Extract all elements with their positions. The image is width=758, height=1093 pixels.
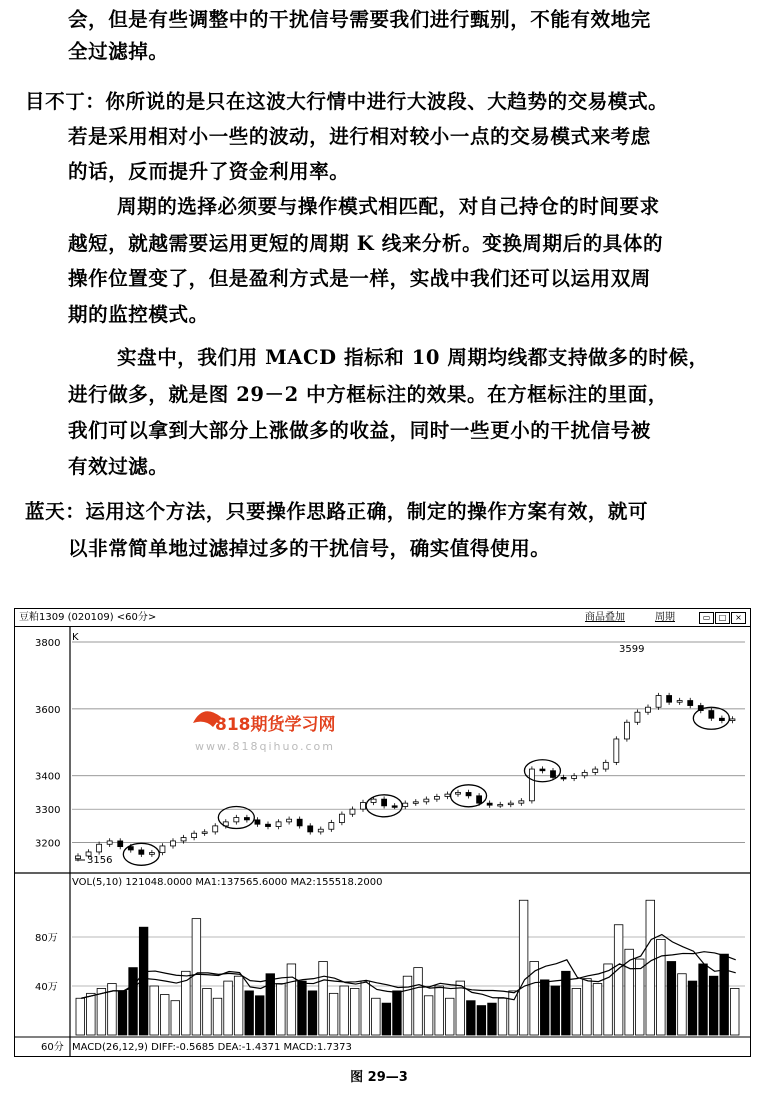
watermark-text: 818期货学习网 bbox=[215, 715, 336, 735]
chart-title: 豆粕1309 (020109) <60分> bbox=[19, 612, 157, 623]
volume-bar bbox=[361, 981, 370, 1035]
candle-body bbox=[403, 803, 408, 806]
candle-body bbox=[614, 739, 619, 762]
candle-body bbox=[202, 832, 207, 834]
candle-body bbox=[118, 841, 123, 847]
candle-body bbox=[171, 841, 176, 846]
candle-body bbox=[297, 819, 302, 826]
candle-body bbox=[730, 719, 735, 721]
y-tick-label: 3600 bbox=[35, 704, 61, 716]
volume-bar bbox=[372, 998, 381, 1035]
candle-body bbox=[540, 769, 545, 771]
volume-bar bbox=[435, 986, 444, 1035]
text-line-0b: 全过滤掉。 bbox=[68, 40, 169, 63]
volume-bar bbox=[657, 939, 666, 1035]
volume-bar bbox=[308, 991, 317, 1035]
chart-titlebar bbox=[15, 609, 750, 627]
candle-body bbox=[107, 841, 112, 844]
volume-bar bbox=[678, 974, 687, 1035]
volume-bar bbox=[382, 1003, 391, 1035]
candle-body bbox=[498, 804, 503, 806]
candle-body bbox=[551, 771, 556, 778]
text-line-5: 越短，就越需要运用更短的周期 K 线来分析。变换周期后的具体的 bbox=[68, 232, 664, 255]
candle-body bbox=[318, 829, 323, 832]
volume-bar bbox=[224, 981, 233, 1035]
speaker-label: 目不丁： bbox=[25, 90, 106, 113]
candle-body bbox=[266, 824, 271, 826]
volume-bar bbox=[562, 971, 571, 1035]
volume-legend: VOL(5,10) 121048.0000 MA1:137565.6000 MA2:155518.2000 bbox=[72, 877, 383, 888]
text-line-12: 蓝天：运用这个方法，只要操作思路正确，制定的操作方案有效，就可 bbox=[25, 500, 649, 523]
candle-body bbox=[719, 718, 724, 720]
volume-bar bbox=[488, 1003, 497, 1035]
candle-body bbox=[445, 794, 450, 796]
text-line-4: 周期的选择必须要与操作模式相匹配，对自己持仓的时间要求 bbox=[117, 195, 660, 218]
volume-bar bbox=[192, 919, 201, 1035]
candle-body bbox=[603, 762, 608, 769]
kline-label: K bbox=[72, 632, 79, 643]
text-line-8: 实盘中，我们用 MACD 指标和 10 周期均线都支持做多的时候， bbox=[117, 346, 709, 369]
period-label: 60分 bbox=[41, 1042, 64, 1053]
candle-body bbox=[688, 701, 693, 706]
candle-body bbox=[529, 769, 534, 801]
candle-body bbox=[160, 846, 165, 853]
volume-bar bbox=[393, 991, 402, 1035]
candle-body bbox=[424, 799, 429, 802]
volume-bar bbox=[720, 954, 729, 1035]
low-price-label: 3156 bbox=[87, 855, 113, 866]
candle-body bbox=[582, 772, 587, 775]
volume-bar bbox=[171, 1001, 180, 1035]
candle-body bbox=[244, 818, 249, 820]
volume-bar bbox=[519, 900, 528, 1035]
candle-body bbox=[392, 806, 397, 808]
candle-body bbox=[76, 856, 81, 859]
volume-bar bbox=[160, 995, 169, 1035]
volume-bar bbox=[414, 968, 423, 1035]
volume-bar bbox=[509, 991, 518, 1035]
volume-bar bbox=[730, 988, 739, 1035]
volume-bar bbox=[87, 993, 96, 1035]
volume-bar bbox=[572, 988, 581, 1035]
volume-bar bbox=[129, 968, 138, 1035]
volume-bar bbox=[234, 976, 243, 1035]
text-line-7: 期的监控模式。 bbox=[68, 303, 209, 326]
volume-bar bbox=[340, 986, 349, 1035]
volume-bar bbox=[551, 986, 560, 1035]
candle-body bbox=[287, 819, 292, 822]
restore-icon[interactable]: □ bbox=[715, 612, 730, 624]
candle-body bbox=[308, 826, 313, 832]
volume-bar bbox=[403, 976, 412, 1035]
volume-bar bbox=[635, 959, 644, 1035]
kline-chart bbox=[14, 608, 751, 1057]
volume-bar bbox=[646, 900, 655, 1035]
overlay-button[interactable]: 商品叠加 bbox=[585, 612, 625, 623]
volume-bar bbox=[424, 996, 433, 1035]
candle-body bbox=[667, 696, 672, 703]
candle-body bbox=[646, 707, 651, 712]
chart-canvas bbox=[15, 626, 750, 1056]
period-button[interactable]: 周期 bbox=[655, 612, 675, 623]
volume-bar bbox=[540, 980, 549, 1035]
candle-body bbox=[466, 792, 471, 795]
candle-body bbox=[656, 696, 661, 708]
text-line-6: 操作位置变了，但是盈利方式是一样，实战中我们还可以运用双周 bbox=[68, 267, 651, 290]
candle-body bbox=[624, 722, 629, 739]
volume-bar bbox=[329, 993, 338, 1035]
candle-body bbox=[192, 833, 197, 837]
candle-body bbox=[519, 801, 524, 803]
candle-body bbox=[456, 792, 461, 794]
candle-body bbox=[477, 796, 482, 803]
candle-body bbox=[329, 823, 334, 830]
speaker-label: 蓝天： bbox=[25, 500, 86, 523]
text-line-1: 目不丁：你所说的是只在这波大行情中进行大波段、大趋势的交易模式。 bbox=[25, 90, 669, 113]
close-icon[interactable]: × bbox=[731, 612, 746, 624]
volume-bar bbox=[97, 988, 106, 1035]
text-line-3: 的话，反而提升了资金利用率。 bbox=[68, 160, 350, 183]
volume-bar bbox=[76, 998, 85, 1035]
candle-body bbox=[234, 818, 239, 822]
candle-body bbox=[97, 844, 102, 852]
candle-body bbox=[561, 777, 566, 779]
candle-body bbox=[709, 711, 714, 719]
volume-bar bbox=[498, 998, 507, 1035]
y-tick-label: 3800 bbox=[35, 638, 61, 650]
candle-body bbox=[371, 799, 376, 802]
text-line-0: 会，但是有些调整中的干扰信号需要我们进行甄别，不能有效地完 bbox=[68, 8, 651, 31]
volume-bar bbox=[277, 984, 286, 1035]
candle-body bbox=[361, 802, 366, 809]
candle-body bbox=[276, 822, 281, 827]
figure-caption: 图 29—3 bbox=[350, 1070, 408, 1085]
volume-bar bbox=[150, 986, 159, 1035]
volume-bar bbox=[604, 964, 613, 1035]
text-line-13: 以非常简单地过滤掉过多的干扰信号，确实值得使用。 bbox=[68, 537, 551, 560]
candle-body bbox=[508, 803, 513, 805]
volume-bar bbox=[593, 984, 602, 1035]
text-line-11: 有效过滤。 bbox=[68, 455, 169, 478]
macd-legend: MACD(26,12,9) DIFF:-0.5685 DEA:-1.4371 MACD:1.7373 bbox=[72, 1042, 352, 1053]
candle-body bbox=[149, 853, 154, 855]
y-tick-label: 3300 bbox=[35, 805, 61, 817]
candle-body bbox=[139, 850, 144, 854]
candle-body bbox=[255, 820, 260, 824]
text-line-2: 若是采用相对小一些的波动，进行相对较小一点的交易模式来考虑 bbox=[68, 125, 651, 148]
candle-body bbox=[213, 826, 218, 832]
y-tick-label: 3400 bbox=[35, 771, 61, 783]
volume-bar bbox=[583, 979, 592, 1035]
candle-body bbox=[339, 814, 344, 822]
volume-bar bbox=[667, 962, 676, 1036]
candle-body bbox=[635, 712, 640, 722]
volume-bar bbox=[245, 991, 254, 1035]
vol-tick-label: 80万 bbox=[35, 933, 58, 944]
text-line-9: 进行做多，就是图 29－2 中方框标注的效果。在方框标注的里面， bbox=[68, 383, 668, 406]
volume-bar bbox=[319, 962, 328, 1036]
vol-tick-label: 40万 bbox=[35, 982, 58, 993]
volume-bar bbox=[213, 998, 222, 1035]
candle-body bbox=[128, 847, 133, 850]
minimize-icon[interactable]: ▭ bbox=[699, 612, 714, 624]
volume-bar bbox=[255, 996, 264, 1035]
candle-body bbox=[181, 838, 186, 841]
volume-bar bbox=[477, 1006, 486, 1035]
volume-bar bbox=[445, 998, 454, 1035]
volume-bar bbox=[456, 981, 465, 1035]
volume-bar bbox=[699, 964, 708, 1035]
watermark bbox=[193, 711, 336, 753]
volume-bar bbox=[688, 981, 697, 1035]
candle-body bbox=[413, 802, 418, 804]
volume-bar bbox=[350, 988, 359, 1035]
candle-body bbox=[677, 701, 682, 703]
candle-body bbox=[350, 809, 355, 814]
text-line-10: 我们可以拿到大部分上涨做多的收益，同时一些更小的干扰信号被 bbox=[68, 419, 651, 442]
watermark-url: www.818qihuo.com bbox=[195, 740, 335, 753]
candle-body bbox=[382, 799, 387, 806]
volume-bar bbox=[118, 991, 127, 1035]
volume-bar bbox=[266, 974, 275, 1035]
candle-body bbox=[593, 769, 598, 772]
high-price-label: 3599 bbox=[619, 644, 645, 655]
candle-body bbox=[487, 803, 492, 805]
candle-body bbox=[572, 776, 577, 779]
volume-bar bbox=[709, 976, 718, 1035]
volume-bar bbox=[287, 964, 296, 1035]
volume-bar bbox=[298, 981, 307, 1035]
volume-bar bbox=[467, 1001, 476, 1035]
volume-bar bbox=[625, 949, 634, 1035]
volume-bar bbox=[614, 925, 623, 1035]
candle-body bbox=[434, 796, 439, 799]
volume-bar bbox=[530, 962, 539, 1036]
y-tick-label: 3200 bbox=[35, 838, 61, 850]
volume-bar bbox=[203, 988, 212, 1035]
